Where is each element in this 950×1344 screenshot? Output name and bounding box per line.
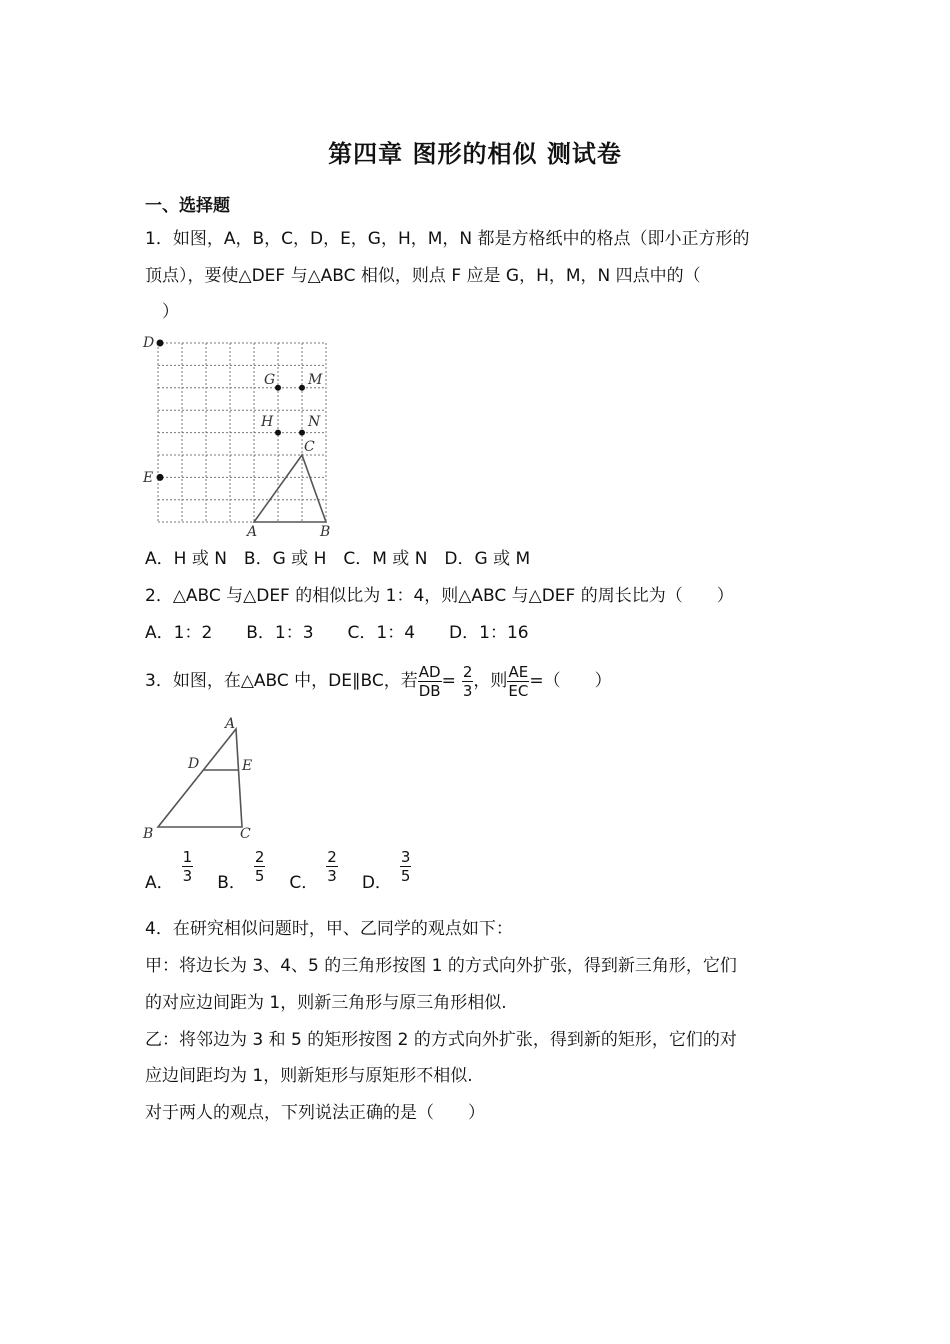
frac-denominator: DB bbox=[418, 681, 441, 700]
option-letter: C． bbox=[289, 873, 319, 893]
triangle-abc bbox=[158, 729, 242, 827]
q3-option-c bbox=[289, 848, 337, 893]
triangle-abc bbox=[254, 455, 326, 522]
frac-denominator: 5 bbox=[400, 867, 411, 885]
q1-options: A．H 或 N B．G 或 H C．M 或 N D．G 或 M bbox=[145, 549, 531, 569]
frac-denominator: EC bbox=[508, 681, 529, 700]
q3-option-a bbox=[145, 848, 193, 893]
section-heading: 一、选择题 bbox=[145, 196, 230, 216]
label-c: C bbox=[240, 826, 251, 842]
frac-numerator: 2 bbox=[254, 848, 265, 866]
option-fraction bbox=[326, 848, 338, 885]
q3-options bbox=[145, 848, 435, 893]
frac-denominator: 3 bbox=[327, 867, 337, 885]
q1-text-line1: 1．如图，A，B，C，D，E，G，H，M，N 都是方格纸中的格点（即小正方形的 bbox=[145, 229, 750, 249]
q3-option-b bbox=[217, 848, 265, 893]
q2-options: A．1：2 B．1：3 C．1：4 D．1：16 bbox=[145, 623, 529, 643]
q1-grid-figure bbox=[140, 332, 340, 542]
point-e bbox=[157, 474, 164, 481]
q3-equals: = bbox=[441, 671, 456, 691]
option-letter: B． bbox=[217, 873, 246, 893]
option-fraction bbox=[182, 848, 194, 885]
frac-denominator: 5 bbox=[254, 867, 265, 885]
q4-text-line2: 甲：将边长为 3、4、5 的三角形按图 1 的方式向外扩张，得到新三角形，它们 bbox=[145, 956, 737, 976]
page-title: 第四章 图形的相似 测试卷 bbox=[328, 140, 622, 168]
frac-numerator: AE bbox=[508, 662, 529, 681]
frac-numerator: 1 bbox=[182, 848, 193, 866]
point-m bbox=[299, 385, 305, 391]
point-n bbox=[299, 430, 305, 436]
q3-mid: ，则 bbox=[473, 671, 508, 691]
label-m: M bbox=[308, 372, 323, 388]
label-e: E bbox=[242, 758, 253, 774]
label-h: H bbox=[261, 414, 274, 430]
label-b: B bbox=[320, 524, 331, 540]
label-g: G bbox=[264, 372, 276, 388]
q3-fraction-ae-ec bbox=[507, 663, 529, 700]
label-a: A bbox=[247, 524, 258, 540]
q1-text-line3: ） bbox=[145, 302, 179, 322]
q3-triangle-figure bbox=[140, 712, 270, 842]
label-n: N bbox=[308, 414, 321, 430]
label-d: D bbox=[143, 335, 155, 351]
q3-text bbox=[145, 661, 612, 701]
point-g bbox=[275, 385, 281, 391]
option-fraction bbox=[400, 848, 412, 885]
point-d bbox=[157, 340, 164, 347]
q3-suffix: =（ ） bbox=[529, 671, 612, 691]
q4-text-line1: 4．在研究相似问题时，甲、乙同学的观点如下： bbox=[145, 919, 513, 939]
q4-text-line4: 乙：将邻边为 3 和 5 的矩形按图 2 的方式向外扩张，得到新的矩形，它们的对 bbox=[145, 1030, 737, 1050]
option-letter: D． bbox=[361, 873, 392, 893]
frac-numerator: AD bbox=[418, 662, 441, 681]
option-letter: A． bbox=[145, 873, 174, 893]
q3-fraction-two-thirds bbox=[462, 663, 474, 700]
frac-numerator: 3 bbox=[400, 848, 411, 866]
label-b: B bbox=[143, 826, 154, 842]
q3-option-d bbox=[361, 848, 412, 893]
q3-fraction-ad-db bbox=[418, 663, 442, 700]
label-a: A bbox=[225, 716, 236, 732]
frac-numerator: 2 bbox=[462, 662, 473, 681]
q3-prefix: 3．如图，在△ABC 中，DE∥BC，若 bbox=[145, 671, 418, 691]
frac-denominator: 3 bbox=[182, 867, 193, 885]
point-h bbox=[275, 430, 281, 436]
option-fraction bbox=[254, 848, 266, 885]
q4-text-line5: 应边间距均为 1，则新矩形与原矩形不相似. bbox=[145, 1066, 473, 1086]
q2-text: 2．△ABC 与△DEF 的相似比为 1：4，则△ABC 与△DEF 的周长比为（ ） bbox=[145, 586, 734, 606]
label-d: D bbox=[188, 756, 200, 772]
frac-numerator: 2 bbox=[327, 848, 337, 866]
frac-denominator: 3 bbox=[462, 681, 473, 700]
label-c: C bbox=[304, 439, 315, 455]
label-e: E bbox=[143, 470, 154, 486]
q4-text-line6: 对于两人的观点，下列说法正确的是（ ） bbox=[145, 1103, 485, 1123]
q1-text-line2: 顶点），要使△DEF 与△ABC 相似，则点 F 应是 G，H，M，N 四点中的（ bbox=[145, 266, 701, 286]
q4-text-line3: 的对应边间距为 1，则新三角形与原三角形相似. bbox=[145, 993, 507, 1013]
